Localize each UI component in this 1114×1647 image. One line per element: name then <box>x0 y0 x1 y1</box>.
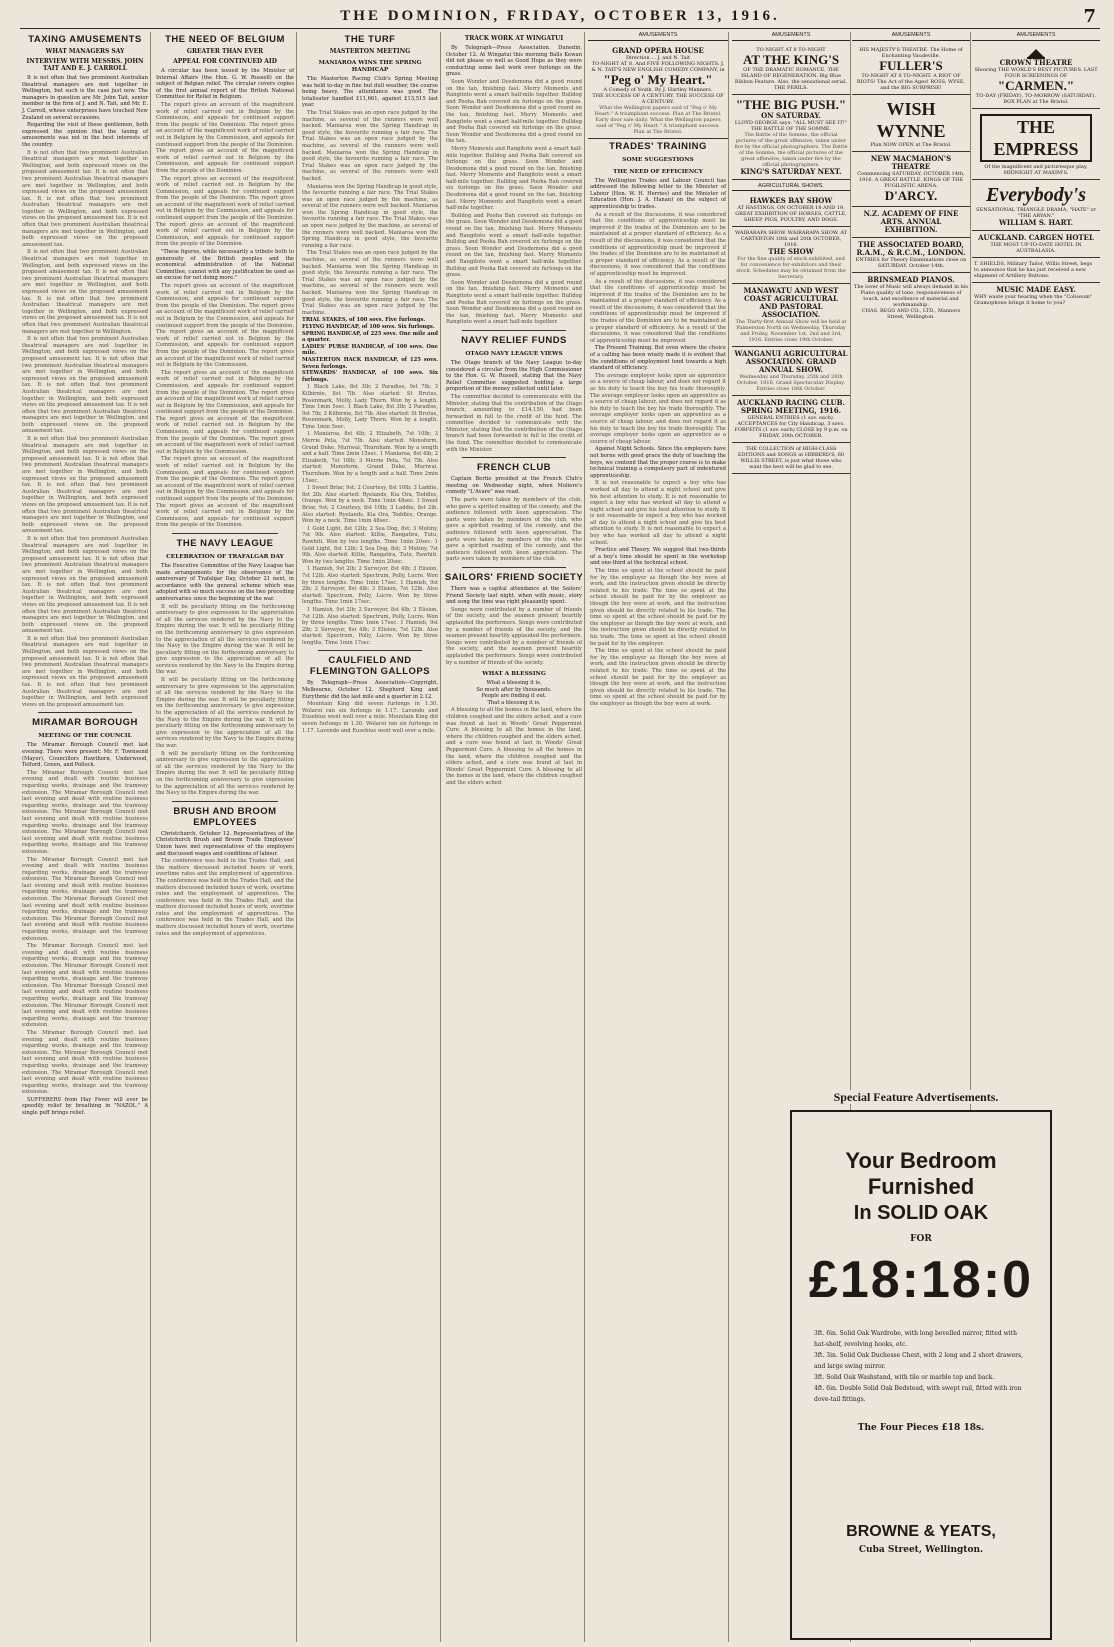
article-heading: SAILORS' FRIEND SOCIETY <box>444 571 584 583</box>
advert-hawkes-bay-show <box>732 194 850 227</box>
list-item: 3ft. 6in. Solid Oak Wardrobe, with long bevelled mirror, fitted with hat-shelf, revolving hooks, etc. <box>814 1330 1017 1348</box>
advert-title: AT THE KING'S <box>742 51 840 67</box>
article-body-text: The report gives an account of the magnificent work of relief carried out in Belgium by the Commission, and appeals for continued support from the people of the Dominion. The report gives an account of the magnificent work of relief carried out in Belgium by the Commission, and appeals for continued support from the people of the Dominion. The report gives an account of the magnificent work of relief carried out in Belgium by the Commission, and appeals for continued support from the people of the Dominion. The report gives an account of the magnificent work of relief carried out in Belgium by the Commission, and appeals for continued support from the people of the Dominion. The report gives an account of the magnificent work of relief carried out in Belgium by the Commission, and appeals for continued support from the people of the Dominion. The report gives an account of the magnificent work of relief carried out in Belgium by the Commission, and appeals for continued support from the people of the Dominion. <box>156 101 294 248</box>
advert-title: CROWN THEATRE <box>999 57 1073 67</box>
divider <box>38 712 132 713</box>
advert-shields-tailor <box>972 258 1100 283</box>
advert-body: GENERAL ENTRIES (1 sov. each). ACCEPTANCES for City Handicap, 3 sovs. FORFEITS (1 sov. each) CLOSE by 9 p.m. on FRIDAY, 20th OCTOBER. <box>734 415 848 440</box>
advert-body: THE COLLECTION of HIGH-CLASS EDITIONS and SONGS at HIBBERD'S, 60 WILLIS STREET, is just what those who want the best will be glad to see. <box>737 446 845 471</box>
article-body-text: As a result of the discussions, it was considered that the conditions of apprenticeship must be improved if the trades of the Dominion are to be maintained at a proper standard of efficiency. As a result of the discussions, it was considered that the conditions of apprenticeship must be improved if the trades of the Dominion are to be maintained at a proper standard of efficiency. As a result of the discussions, it was considered that the conditions of apprenticeship must be improved. As a result of the discussions, it was considered that the conditions of apprenticeship must be improved if the trades of the Dominion are to be maintained at a proper standard of efficiency. As a result of the discussions, it was considered that the conditions of apprenticeship must be improved if the trades of the Dominion are to be maintained at a proper standard of efficiency. As a result of the discussions, it was considered that the conditions of apprenticeship must be improved. <box>590 211 726 344</box>
divider <box>462 567 566 568</box>
article-subheading: WHAT MANAGERS SAY <box>45 48 125 55</box>
advert-title: KING'S SATURDAY NEXT. <box>740 166 842 176</box>
article-body-text: Mountain King did seven furlongs in 1.30. Wolaroi ran six furlongs in 1.17. Lavendo and Eusebius went well over a mile. Mountain King did seven furlongs in 1.30. Wolaroi ran six furlongs in 1.17. Lavendo and Eusebius went well over a mile. <box>302 701 438 734</box>
advert-body: TO-NIGHT AT 8 TO-NIGHT. A RIOT OF RIOTS! The Act of the Ages! ROSS, WYSE, and the BIG SURPRISE! <box>856 72 966 91</box>
advert-title: FULLER'S <box>879 57 943 73</box>
advert-music-made-easy <box>972 283 1100 309</box>
article-heading: THE NAVY LEAGUE <box>176 537 274 549</box>
advert-body: OF THE DRAMATIC ROMANCE, THE ISLAND OF REGENERATION. Big Blue Ribbon Feature. Also, the sensational serial, THE PERILS. <box>734 66 848 91</box>
list-item: 3ft. Solid Oak Washstand, with tile or marble top and back. <box>814 1374 995 1381</box>
advert-body: WHY waste your hearing when the "Coliseum" Gramophone brings it home to you? <box>974 293 1093 306</box>
advert-body-text: The Battle of the Somme, the official pictures of the great offensive, taken under fire by the official photographers. The Battle of the Somme, the official pictures of the great offensive, taken under fire by the official photographers. <box>734 131 848 168</box>
advert-title: THE SHOW <box>768 247 814 257</box>
article-heading: CAULFIELD AND FLEMINGTON GALLOPS <box>309 655 431 678</box>
article-heading: MIRAMAR BOROUGH <box>32 717 138 729</box>
advert-title: HAWKES BAY SHOW <box>749 196 833 206</box>
advert-title: GRAND OPERA HOUSE <box>612 45 704 55</box>
article-heading: THE TURF <box>344 34 396 45</box>
section-label: AMUSEMENTS <box>588 32 728 41</box>
article-body-text: It is not reasonable to expect a boy who has worked all day to attend a night school and give his best attention to study. It is not reasonable to expect a boy who has worked all day to attend a night school and give his best attention to study. It is not reasonable to expect a boy who has worked all day to attend a night school and give his best attention to study. It is not reasonable to expect a boy who has worked all day to attend a night school. <box>590 480 726 546</box>
article-body-text: Songs were contributed by a number of friends of the society, and the seamen present heartily applauded the performers. Songs were contributed by a number of friends of the society, and the seamen present heartily applauded the performers. Songs were contributed by a number of friends of the society, and the seamen present heartily applauded the performers. Songs were contributed by a number of friends of the society. <box>446 606 582 666</box>
page-number: 7 <box>1083 6 1096 27</box>
advert-everybodys <box>972 180 1100 231</box>
advert-notice: SUFFERERS from Hay Fever will ever be speedily relief by breathing in "NAZOL." A single puff brings relief. <box>22 1096 148 1117</box>
advert-body: CHAS. BEGG AND CO., LTD., Manners Street, Wellington. <box>861 307 961 320</box>
advert-big-push <box>732 95 850 180</box>
advert-title: WILLIAM S. HART. <box>998 217 1074 227</box>
furniture-list <box>814 1328 1028 1405</box>
article-subheading: MANIAROA WINS THE SPRING HANDICAP <box>318 60 422 73</box>
article-paragraph: The Masterton Racing Club's Spring Meeting was held to-day in fine but dull weather, the course being heavy. The attendance was good. The totalisator handled £11,661, against £13,515 last year. <box>302 76 438 109</box>
list-item: 4ft. 6in. Double Solid Oak Bedstead, with swept rail, fitted with iron dove-tail fittings. <box>814 1385 1022 1403</box>
advert-title: "CARMEN." <box>997 77 1075 93</box>
article-heading: TAXING AMUSEMENTS <box>28 34 142 45</box>
advert-address: Cuba Street, Wellington. <box>858 1545 984 1555</box>
article-paragraph: Regarding the visit of these gentlemen, both expressed the opinion that the taxing of amusements was not in the best interests of the country. <box>22 122 148 148</box>
article-body-text: It will be peculiarly fitting on the forthcoming anniversary to give expression to the appreciation of all the services rendered by the Navy to the Empire during the war. It will be peculiarly fitting on the forthcoming anniversary to give expression to the appreciation of all the services rendered by the Navy to the Empire during the war. It will be peculiarly fitting on the forthcoming anniversary to give expression to the appreciation of all the services rendered by the Navy to the Empire during the war. It will be peculiarly fitting on the forthcoming anniversary to give expression to the appreciation of all the services rendered by the Navy to the Empire during the war. It will be peculiarly fitting on the forthcoming anniversary to give expression to the appreciation of all the services rendered by the Navy to the Empire during the war. It will be peculiarly fitting on the forthcoming anniversary to give expression to the appreciation of all the services rendered by the Navy to the Empire during the war. It will be peculiarly fitting on the forthcoming anniversary to give expression to the appreciation of all the services rendered by the Navy to the Empire during the war. It will be peculiarly fitting on the forthcoming anniversary to give expression to the appreciation of all the services rendered by the Navy to the Empire during the war. <box>156 603 294 797</box>
advert-body-text: What the Wellington papers said of "Peg o' My Heart." A triumphant success. Plan at The Bristol. Early door sale daily. What the Wellington papers said of "Peg o' My Heart." A triumphant success. Plan at The Bristol. <box>594 104 722 135</box>
advert-title: AUCKLAND. CARGEN HOTEL <box>978 232 1094 242</box>
advert-headline: Your Bedroom Furnished <box>845 1148 997 1199</box>
advert-for-label: FOR <box>910 1234 932 1244</box>
article-body-text: The conference was held in the Trades Hall, and the matters discussed included hours of work, overtime rates and the employment of apprentices. The conference was held in the Trades Hall, and the matters discussed included hours of work, overtime rates and the employment of apprentices. The conference was held in the Trades Hall, and the matters discussed included hours of work, overtime rates and the employment of apprentices. The conference was held in the Trades Hall, and the matters discussed included hours of work, overtime rates and the employment of apprentices. <box>156 858 294 937</box>
advert-firm-name: BROWNE & YEATS, <box>846 1523 996 1540</box>
article-subheading: CELEBRATION OF TRAFALGAR DAY <box>166 553 284 560</box>
advert-body: The lover of Music will always demand in his Piano quality of tone, responsiveness of touch, and excellence of material and workmanship. <box>854 283 968 308</box>
crown-icon <box>1027 47 1045 59</box>
advert-body: THE MOST UP-TO-DATE HOTEL IN AUSTRALASIA. <box>990 241 1082 254</box>
article-body-text: The parts were taken by members of the club, who gave a spirited reading of the comedy, and the audience followed with keen appreciation. The parts were taken by members of the club, who gave a spirited reading of the comedy, and the audience followed with keen appreciation. The parts were taken by members of the club, who gave a spirited reading of the comedy, and the audience followed with keen appreciation. The parts were taken by members of the club. <box>446 497 582 563</box>
advert-subtitle: TO-NIGHT AT 8 TO-NIGHT <box>756 46 826 53</box>
divider <box>172 801 278 802</box>
advert-title: "THE BIG PUSH." <box>735 96 847 112</box>
advert-body: TO-NIGHT AT 8. And FIVE FOLLOWING NIGHTS. J. & N. TAIT'S NEW ENGLISH COMEDY COMPANY, in <box>591 60 725 73</box>
advert-wanganui-show <box>732 347 850 396</box>
article-paragraph: By Telegraph—Press Association—Copyright. Melbourne, October 12. Shepherd King and Eurythmic did the last mile and a quarter in 2.12. <box>302 680 438 700</box>
article-paragraph: There was a capital attendance at the Sailors' Friend Society last night, when with music, story and song the time was right pleasantly spent. <box>446 585 582 606</box>
advert-macmahons-theatre <box>852 152 970 207</box>
divider <box>462 330 566 331</box>
masthead-title: THE DOMINION, FRIDAY, OCTOBER 13, 1916. <box>340 8 780 24</box>
advert-title: Everybody's <box>986 183 1086 206</box>
advert-body: A Comedy of Youth. By J. Hartley Manners. <box>603 86 713 93</box>
article-paragraph: Christchurch, October 12. Representatives of the Christchurch Brush and Broom Trade Employees' Union have met representatives of the employers and discussed wages and conditions of labour. <box>156 830 294 857</box>
article-paragraph: Practice and Theory. We suggest that two-thirds of a boy's time should be spent in the workshop and one-third at the technical school. <box>590 547 726 567</box>
section-label: AGRICULTURAL SHOWS. <box>732 183 850 192</box>
advert-empress <box>972 109 1100 180</box>
advert-price: £18:18:0 <box>808 1251 1034 1309</box>
advert-brinsmead-pianos <box>852 273 970 323</box>
article-heading: THE NEED OF BELGIUM <box>165 34 285 45</box>
advert-body: SENSATIONAL TRIANGLE DRAMA, "HATE" or "THE ARYAN." <box>976 206 1096 219</box>
advert-body: ENTRIES for Theory Examinations close on SATURDAY, October 14th. <box>855 256 967 269</box>
article-paragraph: A circular has been issued by the Minister of Internal Affairs (the Hon. G. W. Russell) on the subject of Belgian relief. The circular covers copies of the first annual report of the British National Committee for Relief in Belgium. <box>156 68 294 101</box>
advert-kings-theatre <box>732 44 850 95</box>
advert-crown-theatre <box>972 44 1100 109</box>
article-subheading: THE NEED OF EFFICIENCY <box>613 168 703 175</box>
advert-title: WISH WYNNE <box>876 98 946 141</box>
advert-fullers <box>852 44 970 95</box>
advert-title: AUCKLAND RACING CLUB. SPRING MEETING, 1916. <box>737 398 845 416</box>
advert-body-text: Wednesday and Thursday, 25th and 26th October, 1916. Grand Spectacular Display. Entries close 18th October. <box>736 374 846 393</box>
article-body-text: It is not often that two prominent Australian theatrical managers are met together in Wellington, and both expressed views on the proposed amusement tax. It is not often that two prominent Australian theatrical managers are met together in Wellington, and both expressed views on the proposed amusement tax. It is not often that two prominent Australian theatrical managers are met together in Wellington, and both expressed views on the proposed amusement tax. It is not often that two prominent Australian theatrical managers are met together in Wellington, and both expressed views on the proposed amusement tax. It is not often that two prominent Australian theatrical managers are met together in Wellington, and both expressed views on the proposed amusement tax. It is not often that two prominent Australian theatrical managers are met together in Wellington, and both expressed views on the proposed amusement tax. It is not often that two prominent Australian theatrical managers are met together in Wellington, and both expressed views on the proposed amusement tax. It is not often that two prominent Australian theatrical managers are met together in Wellington. It is not often that two prominent Australian theatrical managers are met together in Wellington, and both expressed views on the proposed amusement tax. It is not often that two prominent Australian theatrical managers are met together in Wellington, and both expressed views on the proposed amusement tax. It is not often that two prominent Australian theatrical managers are met together in Wellington, and both expressed views on the proposed amusement tax. It is not often that two prominent Australian theatrical managers are met together in Wellington, and both expressed views on the proposed amusement tax. It is not often that two prominent Australian theatrical managers are met together in Wellington, and both expressed views on the proposed amusement tax. It is not often that two prominent Australian theatrical managers are met together in Wellington, and both expressed views on the proposed amusement tax. It is not often that two prominent Australian theatrical managers are met together in Wellington, and both expressed views on the proposed amusement tax. It is not often that two prominent Australian theatrical managers are met together in Wellington, and both expressed views on the proposed amusement tax. It is not often that two prominent Australian theatrical managers are met together in Wellington, and both expressed views on the proposed amusement tax. It is not often that two prominent Australian theatrical managers are met together in Wellington, and both expressed views on the proposed amusement tax. It is not often that two prominent Australian theatrical managers are met together in Wellington, and both expressed views on the proposed amusement tax. It is not often that two prominent Australian theatrical managers are met together in Wellington, and both expressed views on the proposed amusement tax. It is not often that two prominent Australian theatrical managers are met together in Wellington, and both expressed views on the proposed amusement tax. It is not often that two prominent Australian theatrical managers are met together in Wellington, and both expressed views on the proposed amusement tax. It is not often that two prominent Australian theatrical managers are met together in Wellington, and both expressed views on the proposed amusement tax. <box>22 149 148 708</box>
divider <box>318 650 422 651</box>
advert-title: BRINSMEAD PIANOS. <box>867 274 955 284</box>
article-subheading: MASTERTON MEETING <box>329 48 411 55</box>
article-paragraph: The Wellington Trades and Labour Council has addressed the following letter to the Minister of Labour (Hon. W. H. Herries) and the Minister of Education (Hon. J. A. Hanan) on the subject of apprenticeship to trades. <box>590 177 726 210</box>
advert-title: D'ARCY. <box>884 187 938 203</box>
advert-associated-board <box>852 238 970 273</box>
article-subheading: MEETING OF THE COUNCIL <box>38 733 132 740</box>
advert-hibberds <box>732 443 850 474</box>
advert-title: MUSIC MADE EASY. <box>996 284 1076 294</box>
advert-play-title: "Peg o' My Heart." <box>603 71 713 87</box>
column-news <box>444 32 585 1642</box>
article-subheading: GREATER THAN EVER <box>186 48 264 55</box>
advert-body: TO-DAY (FRIDAY), TO-MORROW (SATURDAY). BOX PLAN at The Bristol. <box>976 92 1096 105</box>
advert-title: WANGANUI AGRICULTURAL ASSOCIATION. GRAND ANNUAL SHOW. <box>734 349 848 375</box>
section-label: AMUSEMENTS <box>732 32 850 41</box>
column-the-turf <box>300 32 441 1642</box>
article-paragraph: The Present Training. But even where the choice of a calling has been wisely made it is evident that the conditions of employment tend towards a high standard of efficiency. <box>590 345 726 372</box>
article-paragraph: By Telegraph—Press Association. Dunedin, October 12. At Wingatui this morning Balls Kewan did not please so well as Good Hope as they were conducting some fast work over furlongs on the grass. <box>446 45 582 78</box>
advert-academy-of-fine-arts <box>852 207 970 238</box>
advert-body: Showing THE WORLD'S BEST PICTURES. LAST FOUR SCREENINGS OF <box>974 66 1098 79</box>
section-label: AMUSEMENTS <box>852 32 970 41</box>
article-paragraph: The Miramar Borough Council met last evening. There were present: Mr. F. Townsend (Mayor), Councillors Hawthorn, Underwood, Telford, Green, and Pollock. <box>22 742 148 769</box>
poem-title: WHAT A BLESSING <box>482 671 546 678</box>
race-results: TRIAL STAKES, of 100 sovs. Five furlongs. FLYING HANDICAP, of 100 sovs. Six furlongs. SPRING HANDICAP, of 225 sovs. One mile and a quarter. LADIES' PURSE HANDICAP, of 100 sovs. One mile. MASTERTON HACK HANDICAP, of 125 sovs. Seven furlongs. STEWARDS' HANDICAP, of 100 sovs. Six furlongs. <box>302 317 438 383</box>
advert-title: MANAWATU AND WEST COAST AGRICULTURAL AND PASTORAL ASSOCIATION. <box>743 286 839 320</box>
advert-body-text: For the fine quality of stock exhibited, and for convenience for exhibitors and their stock. Schedules may be obtained from the Secretary. <box>736 256 846 281</box>
advert-body-text: The Thirty-first Annual Show will be held at Palmerston North on Wednesday, Thursday and Friday, November 1st, 2nd and 3rd, 1916. Entries close 19th October. <box>735 319 847 344</box>
article-paragraph: The Otago branch of the Navy League to-day considered a circular from the High Commissioner to the Hon. G. W. Russell, stating that the Navy Relief Committee suggested holding a large proportion of the money collected until later. <box>446 359 582 393</box>
article-subheading: OTAGO NAVY LEAGUE VIEWS <box>465 350 563 357</box>
article-body-text: The Trial Stakes was an open race judged by the machine, as several of the runners were well backed. Maniaroa won the Spring Handicap in good style, the favourite running a fair race. The Trial Stakes was an open race judged by the machine, as several of the runners were well backed. Maniaroa won the Spring Handicap in good style, the favourite running a fair race. The Trial Stakes was an open race judged by the machine, as several of the runners were well backed. Maniaroa won the Spring Handicap in good style, the favourite running a fair race. The Trial Stakes was an open race judged by the machine, as several of the runners were well backed. Maniaroa won the Spring Handicap in good style, the favourite running a fair race. The Trial Stakes was an open race judged by the machine, as several of the runners were well backed. Maniaroa won the Spring Handicap in good style, the favourite running a fair race. The Trial Stakes was an open race judged by the machine, as several of the runners were well backed. Maniaroa won the Spring Handicap in good style, the favourite running a fair race. The Trial Stakes was an open race judged by the machine, as several of the runners were well backed. Maniaroa won the Spring Handicap in good style, the favourite running a fair race. The Trial Stakes was an open race judged by the machine. <box>302 109 439 316</box>
advert-body: THE SUCCESS OF A CENTURY. THE SUCCESS OF A CENTURY. <box>592 92 724 105</box>
article-heading: BRUSH AND BROOM EMPLOYEES <box>173 805 277 828</box>
article-heading: FRENCH CLUB <box>476 462 552 474</box>
advert-manawatu-show <box>732 284 850 347</box>
article-paragraph: It is not often that two prominent Australian theatrical managers are met together in Wellington, but such is the case just now. The managers in question are Mr. John Tait, senior member in the firm of J. and N. Tait, and Mr. E. J. Carroll, whose enterprises have touched New Zealand on several occasions. <box>22 75 148 121</box>
advert-bedroom-furniture <box>790 1110 1052 1640</box>
article-body-text: The time so spent at the school should be paid for by the employer as though the boy were at work, and the instruction given should be directly related to his trade. The time so spent at the school should be paid for by the employer as though the boy were at work, and the instruction given should be directly related to his trade. The time so spent at the school should be paid for by the employer as though the boy were at work, and the instruction given should be directly related to his trade. The time so spent at the school should be paid for by the employer. The time so spent at the school should be paid for by the employer as though the boy were at work, and the instruction given should be directly related to his trade. The time so spent at the school should be paid for by the employer as though the boy were at work, and the instruction given should be directly related to his trade. The time so spent at the school should be paid for by the employer as though the boy were at work. <box>590 568 726 707</box>
advert-body: LLOYD GEORGE says: "ALL MUST SEE IT!" THE BATTLE OF THE SOMME. <box>734 119 848 132</box>
section-label: AMUSEMENTS <box>972 32 1100 41</box>
article-body-text: The Miramar Borough Council met last evening and dealt with routine business regarding works, drainage and the tramway extension. The Miramar Borough Council met last evening and dealt with routine business regarding works, drainage and the tramway extension. The Miramar Borough Council met last evening and dealt with routine business regarding works, drainage and the tramway extension. The Miramar Borough Council met last evening and dealt with routine business regarding works, drainage and the tramway extension. The Miramar Borough Council met last evening and dealt with routine business regarding works, drainage and the tramway extension. The Miramar Borough Council met last evening and dealt with routine business regarding works, drainage and the tramway extension. The Miramar Borough Council met last evening and dealt with routine business regarding works, drainage and the tramway extension. The Miramar Borough Council met last evening and dealt with routine business regarding works, drainage and the tramway extension. The Miramar Borough Council met last evening and dealt with routine business regarding works, drainage and the tramway extension. The Miramar Borough Council met last evening and dealt with routine business regarding works, drainage and the tramway extension. The Miramar Borough Council met last evening and dealt with routine business regarding works, drainage and the tramway extension. The Miramar Borough Council met last evening and dealt with routine business regarding works, drainage and the tramway extension. The Miramar Borough Council met last evening and dealt with routine business regarding works, drainage and the tramway extension. The Miramar Borough Council met last evening and dealt with routine business regarding works, drainage and the tramway extension. The Miramar Borough Council met last evening and dealt with routine business regarding works, drainage and the tramway extension. <box>22 769 148 1096</box>
special-feature-heading: Special Feature Advertisements. <box>732 1090 1100 1104</box>
advert-total: The Four Pieces £18 18s. <box>857 1423 985 1433</box>
advert-headline: In SOLID OAK <box>853 1202 989 1224</box>
column-taxing-amusements <box>20 32 151 1642</box>
advert-title: THE ASSOCIATED BOARD, R.A.M., & R.C.M., LONDON. <box>856 239 966 257</box>
article-body-text: The average employer looks upon an apprentice as a source of cheap labour, and does not regard it as his duty to teach the boy his trade thoroughly. The average employer looks upon an apprentice as a source of cheap labour, and does not regard it as his duty to teach the boy his trade thoroughly. The average employer looks upon an apprentice as a source of cheap labour, and does not regard it as his duty to teach the boy his trade thoroughly. The average employer looks upon an apprentice as a source of cheap labour. <box>590 372 726 445</box>
advert-body: T. SHIELDS, Military Tailor, Willis Street, begs to announce that he has just received a new shipment of Artillery Buttons. <box>974 260 1093 279</box>
article-heading: TRADES' TRAINING <box>609 140 707 152</box>
advert-title: NEW MACMAHON'S THEATRE <box>870 153 952 171</box>
article-body-text: The report gives an account of the magnificent work of relief carried out in Belgium by the Commission, and appeals for continued support from the people of the Dominion. The report gives an account of the magnificent work of relief carried out in Belgium by the Commission, and appeals for continued support from the people of the Dominion. The report gives an account of the magnificent work of relief carried out in Belgium by the Commission, and appeals for continued support from the people of the Dominion. The report gives an account of the magnificent work of relief carried out in Belgium by the Commission. The report gives an account of the magnificent work of relief carried out in Belgium by the Commission, and appeals for continued support from the people of the Dominion. The report gives an account of the magnificent work of relief carried out in Belgium by the Commission, and appeals for continued support from the people of the Dominion. The report gives an account of the magnificent work of relief carried out in Belgium by the Commission, and appeals for continued support from the people of the Dominion. The report gives an account of the magnificent work of relief carried out in Belgium by the Commission. The report gives an account of the magnificent work of relief carried out in Belgium by the Commission, and appeals for continued support from the people of the Dominion. The report gives an account of the magnificent work of relief carried out in Belgium by the Commission, and appeals for continued support from the people of the Dominion. The report gives an account of the magnificent work of relief carried out in Belgium by the Commission, and appeals for continued support from the people of the Dominion. <box>156 283 294 529</box>
advert-auckland-racing-club <box>732 396 850 443</box>
advert-body: AT HASTINGS, ON OCTOBER 18 AND 19. GREAT EXHIBITION OF HORSES, CATTLE, SHEEP, PIGS, POULTRY, AND DOGS. <box>735 205 847 224</box>
advert-cargen-hotel <box>972 231 1100 258</box>
article-body-text: 1 Black Lake, 8st 3lb; 2 Paradise, 9st 7lb; 3 Kilbirnie, 8st 7lb. Also started: St Brutus, Rosenmark, Molly, Lady Thorn. Won by a length. Time 1min 5sec. 1 Black Lake, 8st 3lb; 2 Paradise, 9st 7lb; 3 Kilbirnie, 8st 7lb. Also started: St Brutus, Rosenmark, Molly, Lady Thorn. Won by a length. Time 1min 5sec. 1 Maniaroa, 8st 4lb; 2 Elizabeth, 7st 10lb; 3 Merrie Peta, 7st 7lb. Also started: Monoform, Grand Duke, Muriwai, Thurnham. Won by a length and a half. Time 2min 15sec. 1 Maniaroa, 8st 4lb; 2 Elizabeth, 7st 10lb; 3 Merrie Peta, 7st 7lb. Also started: Monoform, Grand Duke, Muriwai, Thurnham. Won by a length and a half. Time 2min 15sec. 1 Sweet Briar, 9st; 2 Courtesy, 8st 10lb; 3 Laddie, 8st 2lb. Also started: Ryelands, Kia Ora, Toddles, Orange. Won by a neck. Time 1min 48sec. 1 Sweet Briar, 9st; 2 Courtesy, 8st 10lb; 3 Laddie, 8st 2lb. Also started: Ryelands, Kia Ora, Toddles, Orange. Won by a neck. Time 1min 48sec. 1 Gold Light, 8st 12lb; 2 Sea Dog, 8st; 3 Mutiny, 7st 9lb. Also started: Kiltie, Rangatira, Tutu, Rawhiti. Won by two lengths. Time 1min 20sec. 1 Gold Light, 8st 12lb; 2 Sea Dog, 8st; 3 Mutiny, 7st 9lb. Also started: Kiltie, Rangatira, Tutu, Rawhiti. Won by two lengths. Time 1min 20sec. 1 Hamish, 9st 2lb; 2 Surveyor, 8st 4lb; 3 Elision, 7st 12lb. Also started: Spectrum, Polly, Lucre. Won by three lengths. Time 1min 17sec. 1 Hamish, 9st 2lb; 2 Surveyor, 8st 4lb; 3 Elision, 7st 12lb. Also started: Spectrum, Polly, Lucre. Won by three lengths. Time 1min 17sec. 1 Hamish, 9st 2lb; 2 Surveyor, 8st 4lb; 3 Elision, 7st 12lb. Also started: Spectrum, Polly, Lucre. Won by three lengths. Time 1min 17sec. 1 Hamish, 9st 2lb; 2 Surveyor, 8st 4lb; 3 Elision, 7st 12lb. Also started: Spectrum, Polly, Lucre. Won by three lengths. Time 1min 17sec. <box>302 384 438 646</box>
article-subheading: APPEAL FOR CONTINUED AID <box>173 58 277 65</box>
article-paragraph: Against Night Schools. Since the employers have not borne with good grace the duty of teaching the boys, we contend that the proper course is to make technical training a compulsory part of indentured apprenticeship. <box>590 446 726 479</box>
article-paragraph: Captain Bertie presided at the French Club's meeting on Wednesday night, when Moliere's comedy "L'Avare" was read. <box>446 476 582 496</box>
advert-subtitle: ON SATURDAY. <box>761 110 821 120</box>
article-subheading: SOME SUGGESTIONS <box>622 156 694 163</box>
advert-wairarapa-show <box>732 227 850 284</box>
divider <box>462 457 566 458</box>
advert-wish-wynne <box>852 95 970 152</box>
advert-title: THE EMPRESS <box>980 114 1092 162</box>
article-paragraph: "These figures, while necessarily a tribute both to generosity of the British peoples and the economical administration of the National Committee, cannot with any justification be used as an excuse for not doing more." <box>156 249 294 282</box>
advert-subtitle: Direction ... J. and N. Tait <box>625 54 691 61</box>
article-heading: TRACK WORK AT WINGATUI <box>464 35 564 42</box>
advert-subtitle: HIS MAJESTY'S THEATRE. The Home of Enchanting Vaudeville. <box>859 46 963 59</box>
article-heading: NAVY RELIEF FUNDS <box>461 334 567 346</box>
masthead <box>20 6 1100 29</box>
advert-body: Plan NOW OPEN at The Bristol. <box>870 141 952 148</box>
article-byline: INTERVIEW WITH MESSRS. JOHN TAIT AND E. J. CARROLL <box>26 58 144 72</box>
article-body-text: Soon Wonder and Desdemona did a good round on the tan, finishing fast. Merry Moments and Rangitoto went a smart half-mile together. Bulldog and Pooha Bah covered six furlongs on the grass. Soon Wonder and Desdemona did a good round on the tan, finishing fast. Merry Moments and Rangitoto went a smart half-mile together. Bulldog and Pooha Bah covered six furlongs on the grass. Soon Wonder and Desdemona did a good round on the tan. Merry Moments and Rangitoto went a smart half-mile together. Bulldog and Pooha Bah covered six furlongs on the grass. Soon Wonder and Desdemona did a good round on the tan, finishing fast. Merry Moments and Rangitoto went a smart half-mile together. Bulldog and Pooha Bah covered six furlongs on the grass. Soon Wonder and Desdemona did a good round on the tan, finishing fast. Merry Moments and Rangitoto went a smart half-mile together. Bulldog and Pooha Bah covered six furlongs on the grass. Soon Wonder and Desdemona did a good round on the tan, finishing fast. Merry Moments and Rangitoto went a smart half-mile together. Bulldog and Pooha Bah covered six furlongs on the grass. Soon Wonder and Desdemona did a good round on the tan, finishing fast. Merry Moments and Rangitoto went a smart half-mile together. Bulldog and Pooha Bah covered six furlongs on the grass. Soon Wonder and Desdemona did a good round on the tan, finishing fast. Merry Moments and Rangitoto went a smart half-mile together. Bulldog and Pooha Bah covered six furlongs on the grass. Soon Wonder and Desdemona did a good round on the tan, finishing fast. Merry Moments and Rangitoto went a smart half-mile together. <box>446 78 582 326</box>
advert-body: WAIRARAPA SHOW. WAIRARAPA SHOW. AT CARTERTON 18th and 20th OCTOBER, 1916. <box>735 230 847 249</box>
article-paragraph: The Executive Committee of the Navy League has made arrangements for the observance of the anniversary of Trafalgar Day, October 21 next, in accordance with the general scheme which was adopted with so much success on the two preceding anniversaries since the beginning of the war. <box>156 562 294 602</box>
article-body-text: A blessing to all the homes in the land, where the children coughed and the elders ached, and a cure was found at last in Woods' Great Peppermint Cure. A blessing to all the homes in the land, where the children coughed and the elders ached, and a cure was found at last in Woods' Great Peppermint Cure. A blessing to all the homes in the land, where the children coughed and the elders ached, and a cure was found at last in Woods' Great Peppermint Cure. A blessing to all the homes in the land, where the children coughed and the elders ached. <box>446 707 582 786</box>
poem-text: What a blessing it is, So much after by thousands. People are finding it out. That a blessing it is. <box>476 680 552 706</box>
list-item: 3ft. 3in. Solid Oak Duchesse Chest, with 2 long and 2 short drawers, and large swing mirror. <box>814 1352 1023 1370</box>
advert-title: N.Z. ACADEMY OF FINE ARTS. ANNUAL EXHIBITION. <box>863 208 959 234</box>
advert-grand-opera-house <box>588 44 728 139</box>
divider <box>172 533 278 534</box>
advert-body: Commencing SATURDAY, OCTOBER 14th, 1916. A GREAT BATTLE. KINGS OF THE PUGILISTIC ARENA. <box>857 170 965 189</box>
column-amusements-grand-opera <box>588 32 729 1642</box>
advert-body: Of the magnificent and picturesque play, MIDNIGHT AT MAXIM'S. <box>984 163 1088 176</box>
article-body-text: The committee decided to communicate with the Minister, stating that the contribution of the Otago branch, amounting to £14,150, had been forwarded in full to the credit of the fund. The committee decided to communicate with the Minister, stating that the contribution of the Otago branch had been forwarded in full to the credit of the fund. The committee decided to communicate with the Minister. <box>446 393 582 453</box>
column-need-of-belgium <box>154 32 297 1642</box>
